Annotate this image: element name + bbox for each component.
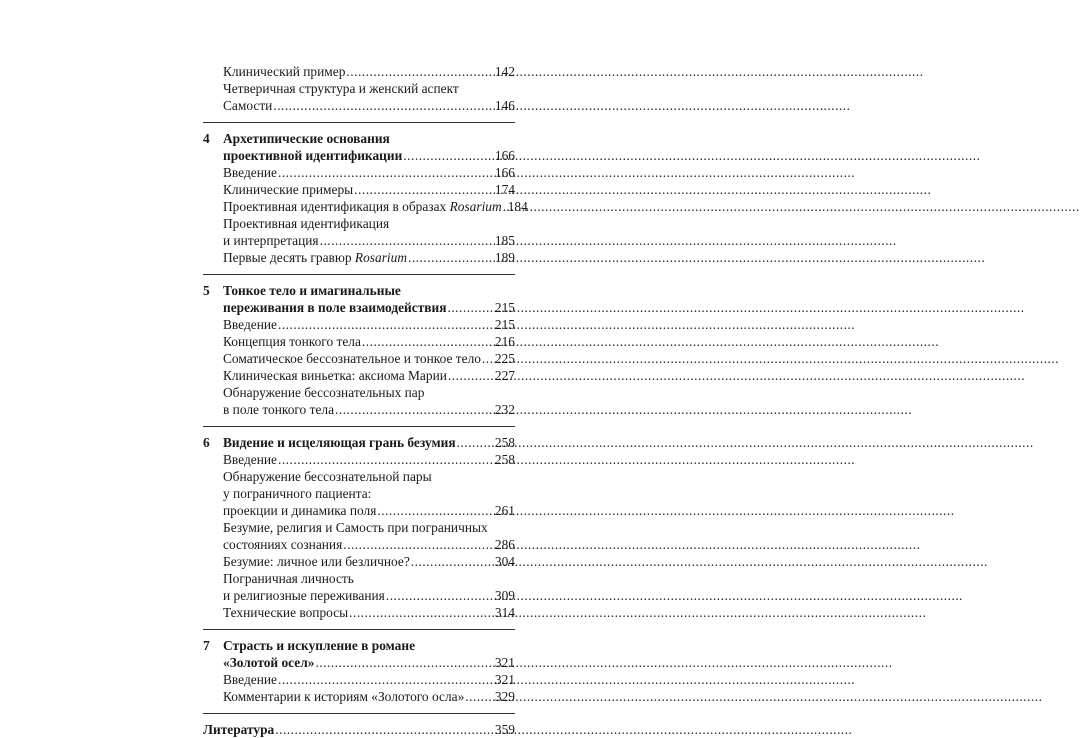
toc-entry-title: Введение [223, 452, 277, 467]
dot-leader [273, 97, 494, 114]
toc-entry [203, 570, 515, 587]
italic-term: Rosarium [354, 250, 408, 265]
toc-entry [203, 350, 515, 367]
bibliography-title: Литература [203, 722, 275, 737]
toc-page-number: 329 [494, 689, 515, 704]
dot-leader [377, 502, 494, 519]
toc-entry [203, 587, 515, 604]
toc-entry [203, 384, 515, 401]
dot-leader [278, 671, 494, 688]
chapter-title: Видение и исцеляющая грань безумия [223, 435, 456, 450]
toc-entry [203, 80, 515, 97]
toc-entry [203, 536, 515, 553]
dot-leader [346, 63, 494, 80]
section-divider [203, 426, 515, 427]
toc-entry-title: Обнаружение бессознательной пары [223, 469, 432, 484]
toc-page-number: 142 [494, 64, 515, 79]
dot-leader [315, 654, 493, 671]
section-divider [203, 274, 515, 275]
toc-entry [203, 468, 515, 485]
toc-page-number: 359 [494, 722, 515, 737]
dot-leader [503, 198, 507, 215]
toc-entry-title: Введение [223, 317, 277, 332]
toc-entry [203, 63, 515, 80]
toc-entry [203, 316, 515, 333]
toc-entry-title: Четверичная структура и женский аспект [223, 81, 459, 96]
toc-entry [203, 249, 515, 266]
chapter-heading [203, 654, 515, 671]
toc-entry-title: у пограничного пациента: [223, 486, 372, 501]
toc-page-number: 166 [494, 165, 515, 180]
chapter-title: проективной идентификации [223, 148, 403, 163]
section-divider [203, 713, 515, 714]
toc-entry [203, 164, 515, 181]
toc-entry-title: Обнаружение бессознательных пар [223, 385, 425, 400]
toc-page-number: 216 [494, 334, 515, 349]
toc-entry-title: проекции и динамика поля [223, 503, 377, 518]
toc-entry-title: Клинические примеры [223, 182, 354, 197]
toc-entry-title: Введение [223, 672, 277, 687]
toc-page-number: 225 [494, 351, 515, 366]
toc-entry-title: Соматическое бессознательное и тонкое тело [223, 351, 481, 366]
toc-page-number: 189 [494, 250, 515, 265]
bibliography-entry [203, 721, 515, 738]
chapter-heading [203, 282, 515, 299]
toc-page-number: 286 [494, 537, 515, 552]
toc-page-number: 166 [494, 148, 515, 163]
chapter-title: переживания в поле взаимодействия [223, 300, 447, 315]
toc-entry [203, 502, 515, 519]
toc-page-number: 258 [494, 435, 515, 450]
toc-entry-title: и религиозные переживания [223, 588, 385, 603]
toc-page-number: 304 [494, 554, 515, 569]
toc-entry [203, 215, 515, 232]
chapter-heading [203, 130, 515, 147]
toc-entry-title: в поле тонкого тела [223, 402, 335, 417]
toc-entry-title: Клинический пример [223, 64, 346, 79]
toc-page-number: 215 [494, 317, 515, 332]
chapter-title: Архетипические основания [223, 131, 390, 146]
toc-page-number: 185 [494, 233, 515, 248]
toc-entry-title: Безумие, религия и Самость при пограничных [223, 520, 488, 535]
toc-entry [203, 333, 515, 350]
chapter-title: «Золотой осел» [223, 655, 315, 670]
toc-entry-title: состояниях сознания [223, 537, 343, 552]
toc-page-number: 261 [494, 503, 515, 518]
dot-leader [354, 181, 494, 198]
toc-entry-title: Первые десять гравюр Rosarium [223, 250, 408, 265]
toc-page-number: 321 [494, 672, 515, 687]
toc-entry-title: Самости [223, 98, 273, 113]
toc-entry-title: Введение [223, 165, 277, 180]
toc-page-number: 314 [494, 605, 515, 620]
chapter-heading [203, 147, 515, 164]
dot-leader [457, 434, 494, 451]
toc-entry [203, 232, 515, 249]
dot-leader [275, 721, 494, 738]
toc-page-number: 184 [507, 199, 528, 214]
toc-entry-title: и интерпретация [223, 233, 319, 248]
chapter-title: Страсть и искупление в романе [223, 638, 416, 653]
toc-page-number: 232 [494, 402, 515, 417]
toc-page-number: 227 [494, 368, 515, 383]
toc-entry [203, 367, 515, 384]
toc-page-number: 321 [494, 655, 515, 670]
dot-leader [278, 316, 494, 333]
chapter-heading [203, 299, 515, 316]
toc-entry-title: Проективная идентификация [223, 216, 390, 231]
toc-entry [203, 97, 515, 114]
dot-leader [349, 604, 494, 621]
dot-leader [320, 232, 494, 249]
dot-leader [403, 147, 494, 164]
toc-entry-title: Технические вопросы [223, 605, 349, 620]
toc-page-number: 146 [494, 98, 515, 113]
dot-leader [362, 333, 494, 350]
dot-leader [278, 451, 494, 468]
chapter-number: 5 [203, 283, 210, 298]
toc-entry [203, 485, 515, 502]
toc-entry-title: Безумие: личное или безличное? [223, 554, 410, 569]
dot-leader [278, 164, 494, 181]
toc-entry [203, 671, 515, 688]
toc-entry-title: Проективная идентификация в образах Rosarium [223, 199, 502, 214]
toc-page-number: 309 [494, 588, 515, 603]
toc-entry [203, 401, 515, 418]
toc-entry-title: Клиническая виньетка: аксиома Марии [223, 368, 447, 383]
toc-entry [203, 451, 515, 468]
dot-leader [448, 367, 494, 384]
toc-entry-title: Комментарии к историям «Золотого осла» [223, 689, 465, 704]
dot-leader [465, 688, 494, 705]
toc-entry [203, 553, 515, 570]
dot-leader [335, 401, 494, 418]
toc-entry [203, 519, 515, 536]
toc-page-number: 258 [494, 452, 515, 467]
toc-page-number: 174 [494, 182, 515, 197]
toc-entry [203, 688, 515, 705]
chapter-number: 6 [203, 435, 210, 450]
chapter-number: 4 [203, 131, 210, 146]
dot-leader [411, 553, 494, 570]
dot-leader [386, 587, 494, 604]
dot-leader [408, 249, 494, 266]
toc-page-number: 215 [494, 300, 515, 315]
dot-leader [482, 350, 494, 367]
chapter-heading [203, 637, 515, 654]
italic-term: Rosarium [449, 199, 502, 214]
toc-entry-title: Пограничная личность [223, 571, 354, 586]
toc-entry [203, 604, 515, 621]
toc-entry-title: Концепция тонкого тела [223, 334, 361, 349]
section-divider [203, 629, 515, 630]
section-divider [203, 122, 515, 123]
chapter-number: 7 [203, 638, 210, 653]
dot-leader [343, 536, 494, 553]
toc-entry [203, 181, 515, 198]
toc-entry [203, 198, 528, 215]
chapter-title: Тонкое тело и имагинальные [223, 283, 401, 298]
table-of-contents [203, 63, 528, 738]
dot-leader [447, 299, 493, 316]
chapter-heading [203, 434, 515, 451]
